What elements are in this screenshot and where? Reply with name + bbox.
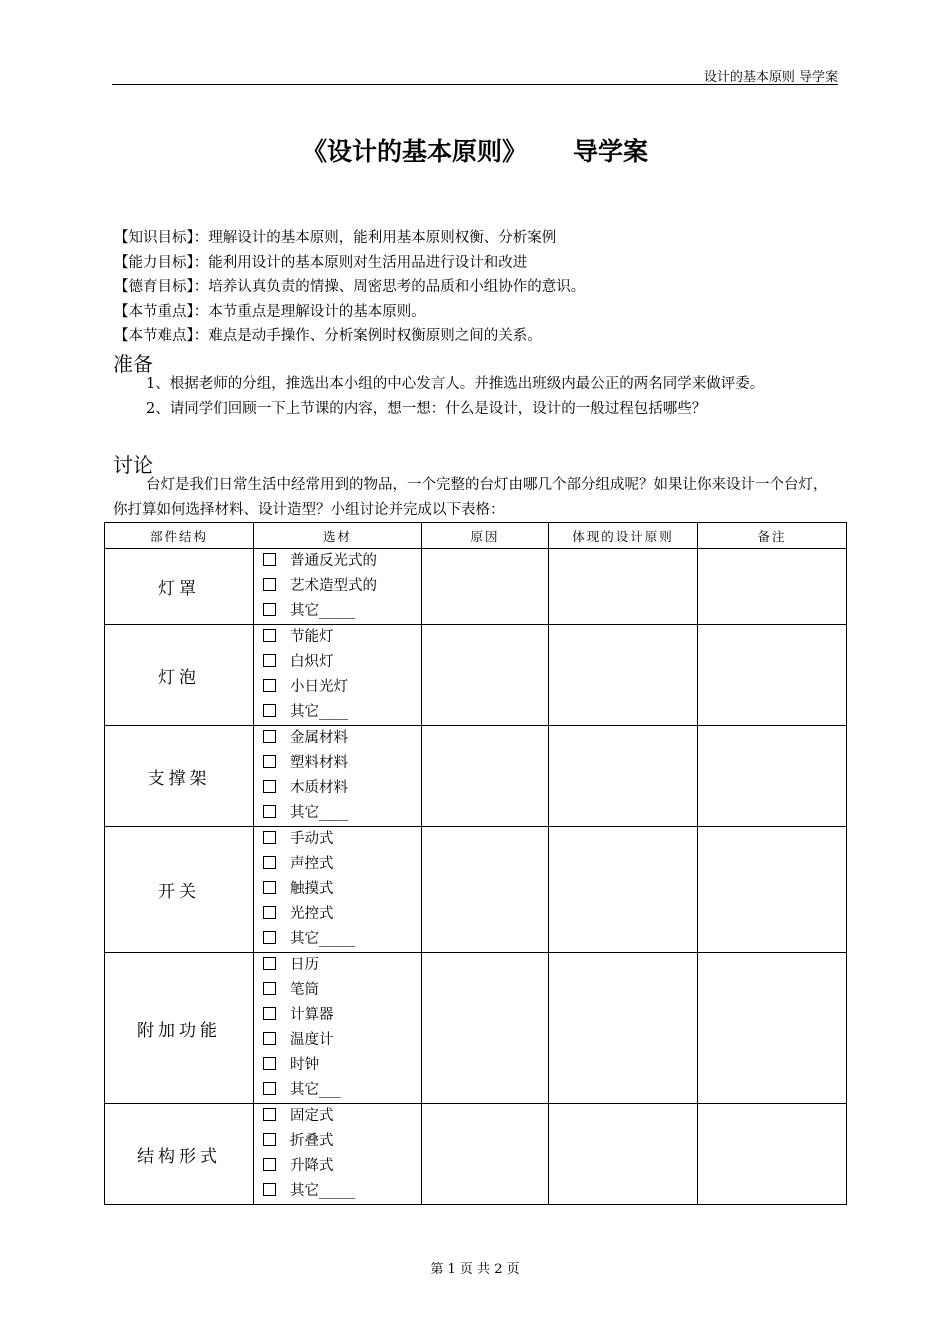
checkbox-icon[interactable] — [263, 553, 276, 566]
checkbox-icon[interactable] — [263, 679, 276, 692]
part-name-cell: 支撑架 — [105, 726, 254, 827]
principle-cell[interactable] — [549, 726, 698, 827]
material-option[interactable] — [254, 625, 421, 650]
table-row — [105, 1104, 847, 1205]
material-option[interactable] — [254, 574, 421, 599]
option-label: 笔筒 — [290, 982, 319, 998]
option-label: 折叠式 — [290, 1133, 334, 1149]
objectives-list — [114, 226, 585, 349]
part-name-cell: 开关 — [105, 827, 254, 953]
discussion-heading: 讨论 — [113, 453, 153, 477]
objective-text: 培养认真负责的情操、周密思考的品质和小组协作的意识。 — [208, 279, 586, 296]
option-label: 金属材料 — [290, 730, 348, 746]
objective-label: 【德育目标】： — [114, 279, 209, 296]
option-label: 升降式 — [290, 1158, 334, 1174]
objective-row — [114, 226, 585, 251]
objective-row — [114, 251, 585, 276]
column-header: 部件结构 — [105, 523, 254, 549]
material-option[interactable] — [254, 953, 421, 978]
column-header: 原因 — [422, 523, 549, 549]
material-option[interactable] — [254, 927, 421, 952]
checkbox-icon[interactable] — [263, 856, 276, 869]
objective-row — [114, 324, 585, 349]
checkbox-icon[interactable] — [263, 957, 276, 970]
checkbox-icon[interactable] — [263, 931, 276, 944]
checkbox-icon[interactable] — [263, 1032, 276, 1045]
objective-text: 本节重点是理解设计的基本原则。 — [208, 303, 426, 320]
checkbox-icon[interactable] — [263, 578, 276, 591]
material-option[interactable] — [254, 1003, 421, 1028]
material-option[interactable] — [254, 599, 421, 624]
material-options-cell — [254, 953, 422, 1104]
material-option[interactable] — [254, 650, 421, 675]
material-option[interactable] — [254, 877, 421, 902]
checkbox-icon[interactable] — [263, 982, 276, 995]
part-name-cell: 灯泡 — [105, 625, 254, 726]
objective-text: 难点是动手操作、分析案例时权衡原则之间的关系。 — [208, 328, 542, 345]
option-label: 其它_____ — [290, 931, 356, 947]
checkbox-icon[interactable] — [263, 805, 276, 818]
column-header: 选材 — [254, 523, 422, 549]
discussion-paragraph — [113, 473, 838, 523]
principle-cell[interactable] — [549, 549, 698, 625]
checkbox-icon[interactable] — [263, 831, 276, 844]
material-option[interactable] — [254, 1129, 421, 1154]
objective-row — [114, 300, 585, 325]
title-suffix: 导学案 — [573, 137, 649, 166]
material-option[interactable] — [254, 1179, 421, 1204]
discussion-text: 台灯是我们日常生活中经常用到的物品，一个完整的台灯由哪几个部分组成呢？如果让你来设计一个台灯，你打算如何选择材料、设计造型？小组讨论并完成以下表格： — [113, 477, 828, 518]
reason-cell[interactable] — [422, 827, 549, 953]
material-option[interactable] — [254, 751, 421, 776]
objective-label: 【知识目标】： — [114, 230, 209, 246]
option-label: 光控式 — [290, 906, 334, 922]
option-label: 其它_____ — [290, 603, 356, 619]
option-label: 塑料材料 — [290, 755, 348, 771]
option-label: 其它_____ — [290, 1183, 356, 1199]
reason-cell[interactable] — [422, 549, 549, 625]
part-name-cell: 灯罩 — [105, 549, 254, 625]
material-option[interactable] — [254, 1078, 421, 1103]
prep-heading: 准备 — [113, 352, 153, 376]
principle-cell[interactable] — [549, 953, 698, 1104]
option-label: 普通反光式的 — [290, 553, 377, 569]
table-row — [105, 625, 847, 726]
material-options-cell — [254, 549, 422, 625]
running-header: 设计的基本原则 导学案 — [703, 70, 838, 85]
option-label: 计算器 — [290, 1007, 334, 1023]
option-label: 其它___ — [290, 1082, 341, 1098]
prep-item: 2、请同学们回顾一下上节课的内容，想一想：什么是设计，设计的一般过程包括哪些？ — [146, 401, 707, 417]
reason-cell[interactable] — [422, 726, 549, 827]
material-option[interactable] — [254, 549, 421, 574]
material-option[interactable] — [254, 675, 421, 700]
page-number: 第 1 页 共 2 页 — [430, 1262, 520, 1277]
prep-list — [113, 372, 838, 422]
remarks-cell[interactable] — [698, 726, 847, 827]
header-rule — [112, 84, 838, 85]
checkbox-icon[interactable] — [263, 1158, 276, 1171]
table-row — [105, 726, 847, 827]
principle-cell[interactable] — [549, 625, 698, 726]
table-row — [105, 953, 847, 1104]
checkbox-icon[interactable] — [263, 1108, 276, 1121]
principle-cell[interactable] — [549, 827, 698, 953]
reason-cell[interactable] — [422, 1104, 549, 1205]
material-option[interactable] — [254, 852, 421, 877]
objective-text: 能利用设计的基本原则对生活用品进行设计和改进 — [208, 254, 528, 271]
option-label: 艺术造型式的 — [290, 578, 377, 594]
material-options-cell — [254, 625, 422, 726]
remarks-cell[interactable] — [698, 625, 847, 726]
checkbox-icon[interactable] — [263, 881, 276, 894]
option-label: 固定式 — [290, 1108, 334, 1124]
material-options-cell — [254, 827, 422, 953]
option-label: 小日光灯 — [290, 679, 348, 695]
option-label: 其它____ — [290, 704, 348, 720]
checkbox-icon[interactable] — [263, 1133, 276, 1146]
material-option[interactable] — [254, 1053, 421, 1078]
checkbox-icon[interactable] — [263, 1057, 276, 1070]
material-option[interactable] — [254, 726, 421, 751]
reason-cell[interactable] — [422, 953, 549, 1104]
remarks-cell[interactable] — [698, 1104, 847, 1205]
objective-label: 【本节重点】： — [114, 303, 209, 320]
option-label: 声控式 — [290, 856, 334, 872]
material-option[interactable] — [254, 776, 421, 801]
checkbox-icon[interactable] — [263, 1007, 276, 1020]
material-option[interactable] — [254, 1154, 421, 1179]
objective-row — [114, 275, 585, 300]
option-label: 触摸式 — [290, 881, 334, 897]
material-option[interactable] — [254, 700, 421, 725]
table-row — [105, 549, 847, 625]
material-options-cell — [254, 1104, 422, 1205]
title-main: 《设计的基本原则》 — [301, 137, 527, 166]
option-label: 温度计 — [290, 1032, 334, 1048]
remarks-cell[interactable] — [698, 827, 847, 953]
part-name-cell: 结构形式 — [105, 1104, 254, 1205]
checkbox-icon[interactable] — [263, 629, 276, 642]
reason-cell[interactable] — [422, 625, 549, 726]
material-option[interactable] — [254, 902, 421, 927]
option-label: 时钟 — [290, 1057, 319, 1073]
remarks-cell[interactable] — [698, 549, 847, 625]
lamp-design-table — [104, 522, 847, 1205]
checkbox-icon[interactable] — [263, 906, 276, 919]
option-label: 木质材料 — [290, 780, 348, 796]
checkbox-icon[interactable] — [263, 603, 276, 616]
principle-cell[interactable] — [549, 1104, 698, 1205]
checkbox-icon[interactable] — [263, 1183, 276, 1196]
column-header: 备注 — [698, 523, 847, 549]
option-label: 日历 — [290, 957, 319, 973]
objective-label: 【能力目标】： — [114, 254, 209, 271]
objective-label: 【本节难点】： — [114, 328, 209, 345]
checkbox-icon[interactable] — [263, 730, 276, 743]
material-option[interactable] — [254, 827, 421, 852]
column-header: 体现的设计原则 — [549, 523, 698, 549]
prep-item: 1、根据老师的分组，推选出本小组的中心发言人。并推选出班级内最公正的两名同学来做评委。 — [146, 376, 765, 392]
checkbox-icon[interactable] — [263, 755, 276, 768]
material-option[interactable] — [254, 1028, 421, 1053]
checkbox-icon[interactable] — [263, 704, 276, 717]
page-title — [0, 132, 950, 168]
option-label: 其它____ — [290, 805, 348, 821]
material-option[interactable] — [254, 801, 421, 826]
checkbox-icon[interactable] — [263, 780, 276, 793]
material-option[interactable] — [254, 1104, 421, 1129]
material-options-cell — [254, 726, 422, 827]
table-row — [105, 827, 847, 953]
material-option[interactable] — [254, 978, 421, 1003]
part-name-cell: 附加功能 — [105, 953, 254, 1104]
checkbox-icon[interactable] — [263, 1082, 276, 1095]
option-label: 节能灯 — [290, 629, 334, 645]
checkbox-icon[interactable] — [263, 654, 276, 667]
objective-text: 理解设计的基本原则，能利用基本原则权衡、分析案例 — [208, 230, 557, 246]
option-label: 白炽灯 — [290, 654, 334, 670]
remarks-cell[interactable] — [698, 953, 847, 1104]
option-label: 手动式 — [290, 831, 334, 847]
